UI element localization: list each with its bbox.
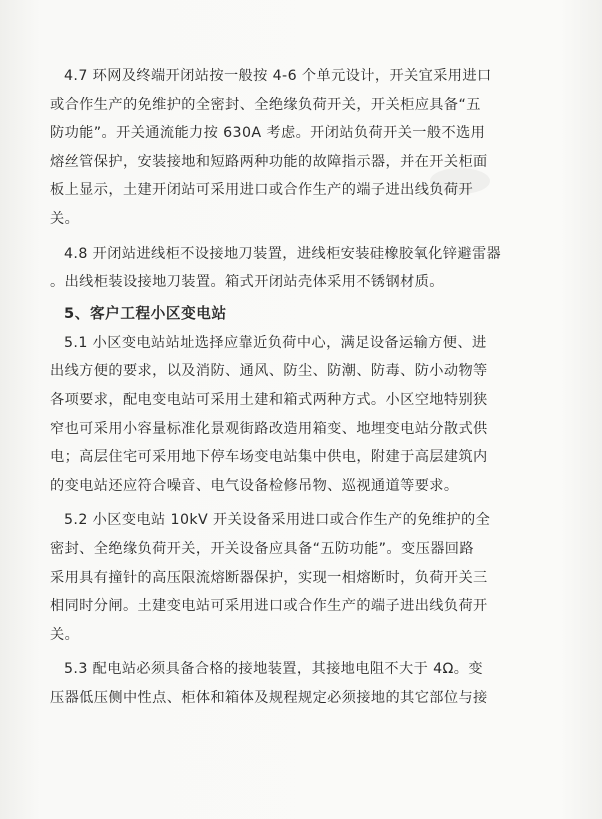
text-line: 4.8 开闭站进线柜不设接地刀装置，进线柜安装硅橡胶氧化锌避雷器 [64, 245, 502, 262]
paragraph-4-7 [50, 62, 564, 234]
text-line: 。出线柜装设接地刀装置。箱式开闭站壳体采用不锈钢材质。 [50, 274, 444, 291]
text-line: 关。 [50, 626, 80, 643]
paragraph-5-2 [50, 506, 564, 649]
text-line: 压器低压侧中性点、柜体和箱体及规程规定必须接地的其它部位与接 [50, 689, 488, 706]
document-body [50, 62, 564, 712]
text-line: 各项要求，配电变电站可采用土建和箱式两种方式。小区空地特别狭 [50, 391, 488, 408]
text-line: 5.2 小区变电站 10kV 开关设备采用进口或合作生产的免维护的全 [64, 512, 491, 529]
paragraph-4-8 [50, 240, 564, 297]
text-line: 熔丝管保护，安装接地和短路两种功能的故障指示器，并在开关柜面 [50, 153, 488, 170]
text-line: 4.7 环网及终端开闭站按一般按 4-6 个单元设计，开关宜采用进口 [64, 68, 492, 84]
text-line: 5.1 小区变电站站址选择应靠近负荷中心，满足设备运输方便、进 [64, 334, 487, 351]
text-line: 关。 [50, 210, 80, 227]
text-line: 电；高层住宅可采用地下停车场变电站集中供电，附建于高层建筑内 [50, 449, 488, 466]
text-line: 密封、全绝缘负荷开关，开关设备应具备“五防功能”。变压器回路 [50, 540, 474, 557]
paragraph-5-1 [50, 329, 564, 501]
text-line: 窄也可采用小容量标准化景观街路改造用箱变、地埋变电站分散式供 [50, 420, 488, 437]
text-line: 采用具有撞针的高压限流熔断器保护，实现一相熔断时，负荷开关三 [50, 569, 488, 586]
text-line: 5.3 配电站必须具备合格的接地装置，其接地电阻不大于 4Ω。变 [64, 661, 483, 678]
paragraph-5-3 [50, 655, 564, 712]
text-line: 相同时分闸。土建变电站可采用进口或合作生产的端子进出线负荷开 [50, 598, 488, 615]
text-line: 或合作生产的免维护的全密封、全绝缘负荷开关，开关柜应具备“五 [50, 96, 481, 113]
text-line: 防功能”。开关通流能力按 630A 考虑。开闭站负荷开关一般不选用 [50, 125, 486, 142]
section-heading: 5、客户工程小区变电站 [64, 304, 227, 322]
text-line: 的变电站还应符合噪音、电气设备检修吊物、巡视通道等要求。 [50, 477, 459, 494]
text-line: 出线方便的要求，以及消防、通风、防尘、防潮、防毒、防小动物等 [50, 363, 488, 380]
text-line: 板上显示，土建开闭站可采用进口或合作生产的端子进出线负荷开 [50, 182, 474, 199]
